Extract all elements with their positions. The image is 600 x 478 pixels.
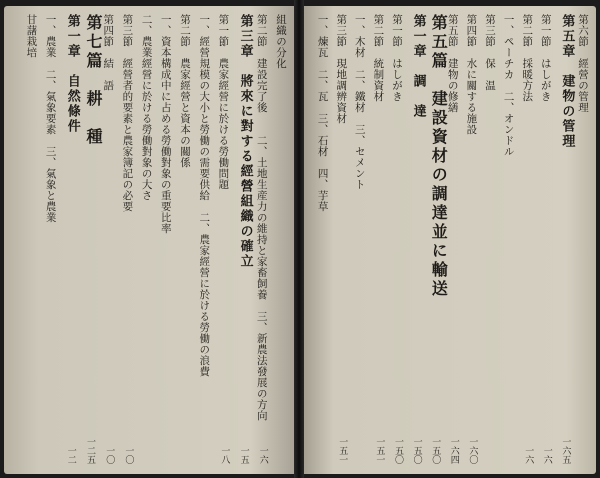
toc-column: 一、農業 二、氣象要素 三、氣象と農業 xyxy=(44,14,57,223)
toc-page-number: 一五〇 xyxy=(411,437,422,464)
toc-column: 第一節 はしがき xyxy=(391,14,403,102)
toc-page-number: 一五一 xyxy=(374,437,385,464)
toc-column: 第四節 結 語 xyxy=(102,14,115,91)
toc-page-number: 一六 xyxy=(257,446,268,464)
toc-page-number: 一六五 xyxy=(560,437,571,464)
toc-column: 第五節 建物の修繕 xyxy=(446,14,459,113)
toc-column: 第六節 經營の管理 xyxy=(577,14,589,113)
toc-column: 第三節 現地調辨資材 xyxy=(335,14,348,124)
toc-column: 第四節 水に關する施設 xyxy=(465,14,478,135)
toc-column: 第五篇 建設資材の調達並に輸送 xyxy=(429,14,449,299)
toc-column: 第一章 調 達 xyxy=(410,14,426,119)
toc-page-number: 一五 xyxy=(238,446,249,464)
toc-column: 第二節 採暖方法 xyxy=(521,14,534,102)
toc-column: 第二節 建設完了後 二、土地生産力の維持と家畜飼養 三、新農法發展の方向 xyxy=(255,14,268,421)
toc-page-number: 一〇 xyxy=(104,446,115,464)
toc-page-number: 一六〇 xyxy=(467,437,478,464)
toc-column: 第三章 將來に對する經營組織の確立 xyxy=(237,14,253,269)
toc-column: 甘藷栽培 xyxy=(25,14,38,58)
toc-column: 第一章 自然條件 xyxy=(64,14,80,134)
toc-column: 一、木材 二、鐵材 三、セメント xyxy=(353,14,366,190)
toc-page-number: 一五〇 xyxy=(430,437,441,464)
toc-column: 一、經營規模の大小と勞働の需要供給 二、農家經營に於ける勞働の浪費 xyxy=(198,14,211,377)
toc-column: 第七篇 耕 種 xyxy=(84,14,103,147)
toc-page-number: 一五一 xyxy=(337,437,348,464)
toc-page-number: 一六 xyxy=(541,446,552,464)
book-gutter xyxy=(294,0,304,478)
toc-column: 一、ペーチカ 二、オンドル xyxy=(502,14,515,157)
toc-column: 第三節 保 温 xyxy=(484,14,496,91)
toc-page-number: 一〇 xyxy=(123,446,134,464)
right-page xyxy=(304,6,596,474)
toc-column: 一、資本構成中に占める勞働對象の重要比率 xyxy=(159,14,172,234)
toc-column: 組織の分化 xyxy=(275,14,287,69)
left-page xyxy=(4,6,294,474)
toc-page-number: 一五〇 xyxy=(393,437,403,464)
toc-column: 第一節 はしがき xyxy=(539,14,552,102)
toc-column: 第二節 統制資材 xyxy=(372,14,385,102)
toc-column: 第一節 農家經營に於ける勞働問題 xyxy=(217,14,230,190)
toc-page-number: 一八 xyxy=(219,446,230,464)
toc-page-number: 一二 xyxy=(65,446,76,464)
toc-column: 第五章 建物の管理 xyxy=(559,14,575,149)
toc-column: 二、農業經營に於ける勞働對象の大さ xyxy=(140,14,153,201)
toc-page-number: 一六四 xyxy=(448,437,459,464)
toc-page-number: 一六 xyxy=(523,446,534,464)
toc-page-number: 一二五 xyxy=(85,437,95,464)
toc-column: 一、煉瓦 二、瓦 三、石材 四、芋草 xyxy=(316,14,329,212)
toc-column: 第三節 經營者的要素と農家簿記の必要 xyxy=(121,14,134,212)
toc-column: 第二節 農家經營と資本の關係 xyxy=(179,14,191,168)
